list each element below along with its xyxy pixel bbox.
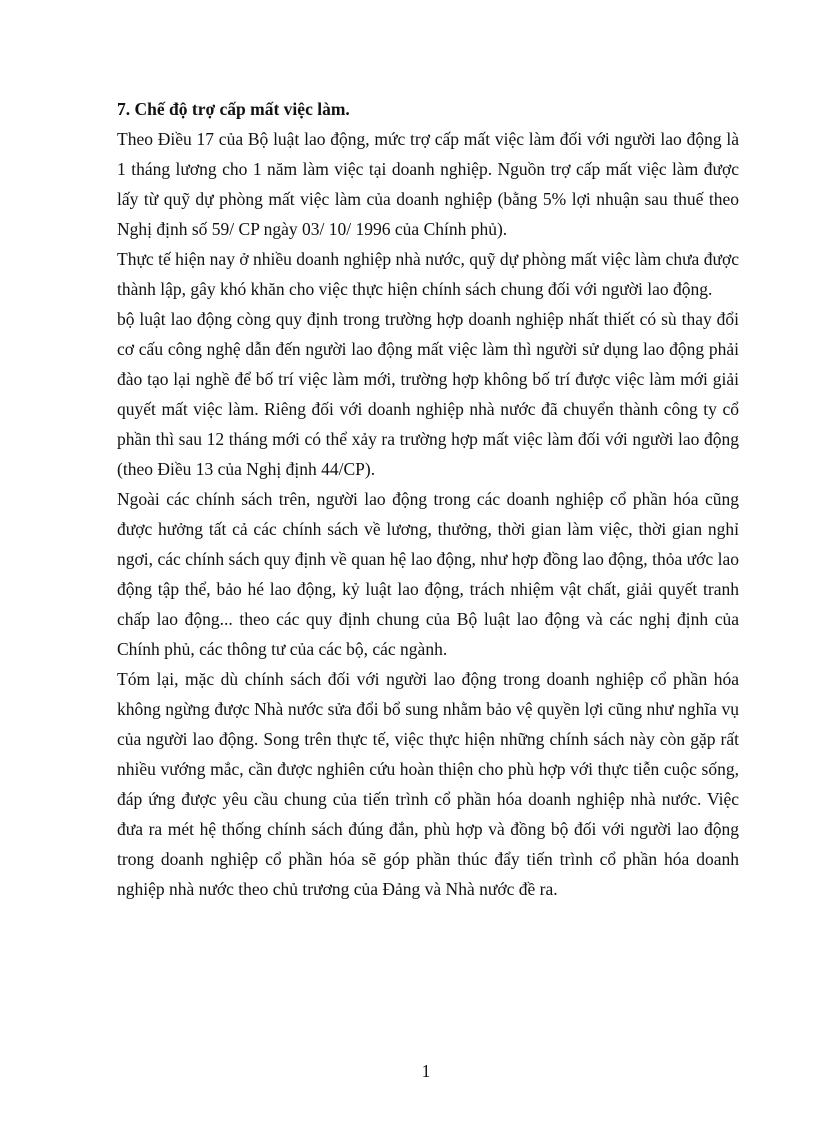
document-body bbox=[117, 94, 739, 904]
paragraph-reserve-fund: Thực tế hiện nay ở nhiều doanh nghiệp nhà nước, quỹ dự phòng mất việc làm chưa được thành lập, gây khó khăn cho việc thực hiện chính sách chung đối với người lao động. bbox=[117, 249, 739, 299]
paragraph-labor-code-retraining: bộ luật lao động còng quy định trong trường hợp doanh nghiệp nhất thiết có sù thay đổi cơ cấu công nghệ dẫn đến người lao động mất việc làm thì người sử dụng lao động phải đào tạo lại nghề để bố trí việc làm mới, trường hợp không bố trí được việc làm mới giải quyết mất việc làm. Riêng đối với doanh nghiệp nhà nước đã chuyển thành công ty cổ phần thì sau 12 tháng mới có thể xảy ra trường hợp mất việc làm đối với người lao động (theo Điều 13 của Nghị định 44/CP). bbox=[117, 309, 739, 479]
paragraph-conclusion: Tóm lại, mặc dù chính sách đối với người lao động trong doanh nghiệp cổ phần hóa không ngừng được Nhà nước sửa đổi bổ sung nhằm bảo vệ quyền lợi cũng như nghĩa vụ của người lao động. Song trên thực tế, việc thực hiện những chính sách này còn gặp rất nhiều vướng mắc, cần được nghiên cứu hoàn thiện cho phù hợp với thực tiễn cuộc sống, đáp ứng được yêu cầu chung của tiến trình cổ phần hóa doanh nghiệp nhà nước. Việc đưa ra mét hệ thống chính sách đúng đắn, phù hợp và đồng bộ đối với người lao động trong doanh nghiệp cổ phần hóa sẽ góp phần thúc đẩy tiến trình cổ phần hóa doanh nghiệp nhà nước theo chủ trương của Đảng và Nhà nước đề ra. bbox=[117, 669, 739, 899]
section-heading: 7. Chế độ trợ cấp mất việc làm. bbox=[117, 99, 350, 119]
paragraph-other-policies: Ngoài các chính sách trên, người lao động trong các doanh nghiệp cổ phần hóa cũng được hưởng tất cả các chính sách về lương, thưởng, thời gian làm việc, thời gian nghỉ ngơi, các chính sách quy định về quan hệ lao động, như hợp đồng lao động, thỏa ước lao động tập thể, bảo hé lao động, kỷ luật lao động, trách nhiệm vật chất, giải quyết tranh chấp lao động... theo các quy định chung của Bộ luật lao động và các nghị định của Chính phủ, các thông tư của các bộ, các ngành. bbox=[117, 489, 739, 659]
paragraph-severance-allowance: Theo Điều 17 của Bộ luật lao động, mức trợ cấp mất việc làm đối với người lao động là 1 tháng lương cho 1 năm làm việc tại doanh nghiệp. Nguồn trợ cấp mất việc làm được lấy từ quỹ dự phòng mất việc làm của doanh nghiệp (bằng 5% lợi nhuận sau thuế theo Nghị định số 59/ CP ngày 03/ 10/ 1996 của Chính phủ). bbox=[117, 129, 739, 239]
page-number: 1 bbox=[421, 1061, 431, 1081]
